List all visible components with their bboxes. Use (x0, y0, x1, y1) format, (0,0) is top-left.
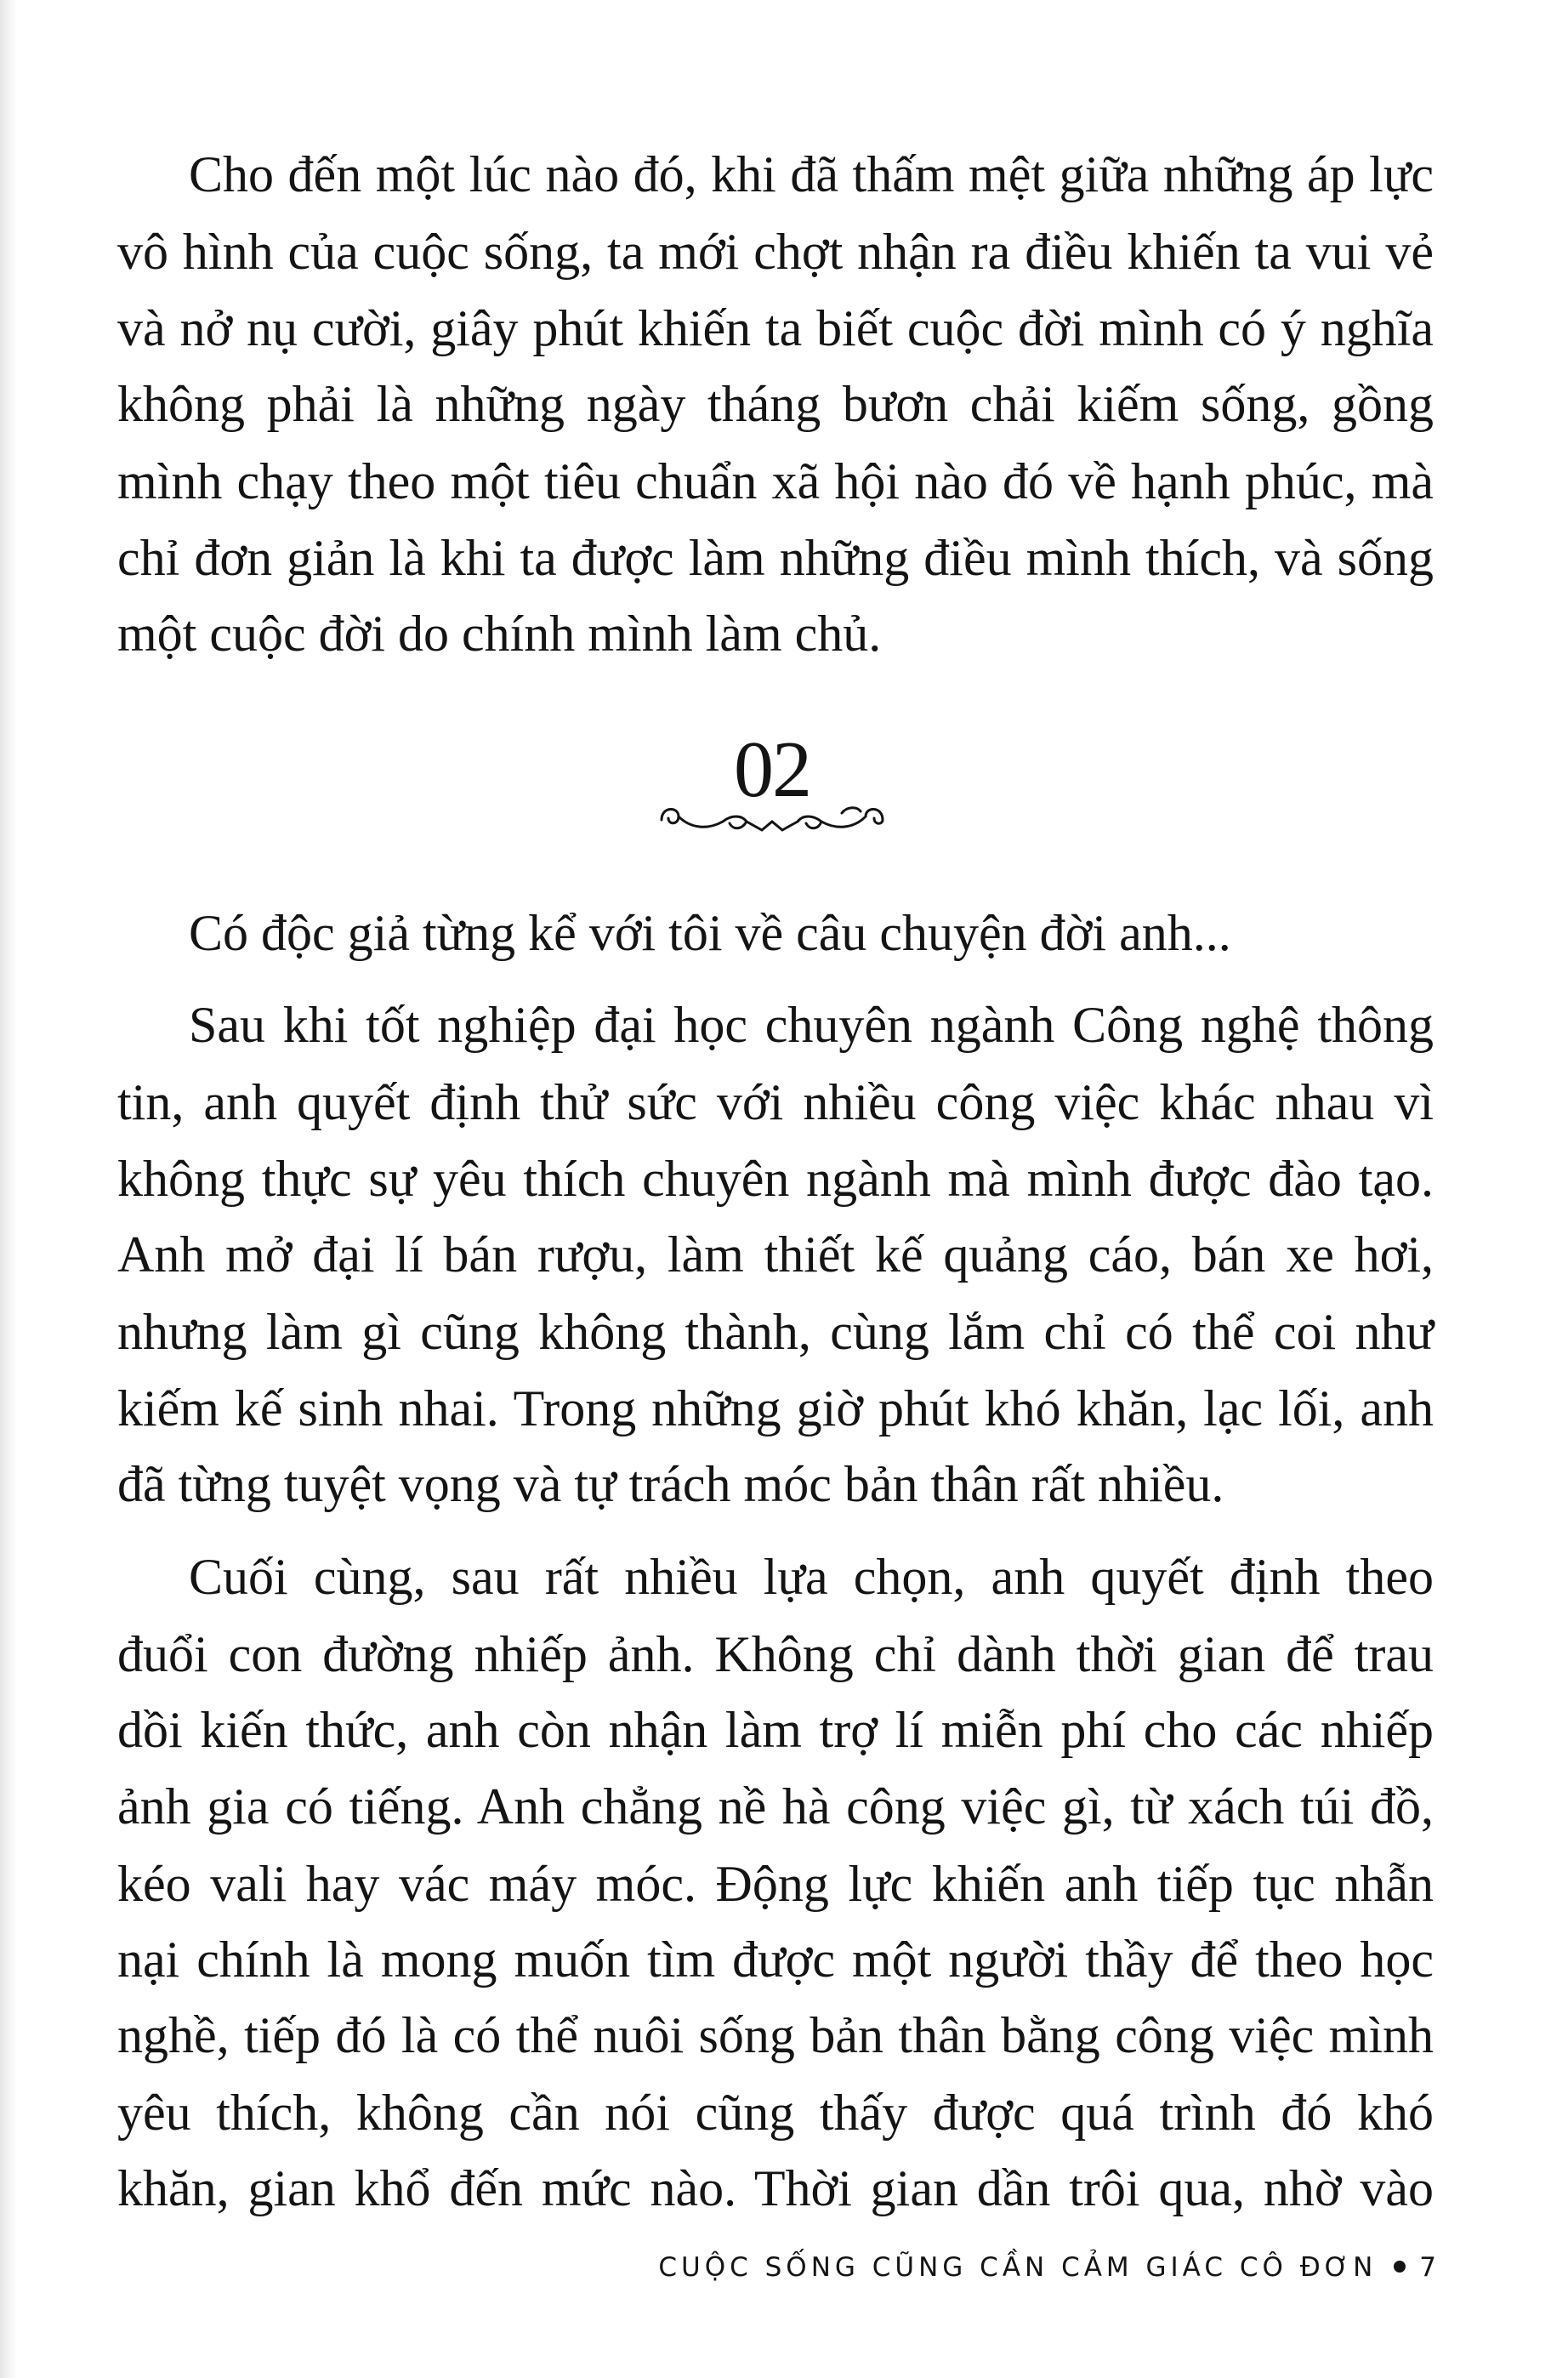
body-line: khăn, gian khổ đến mức nào. Thời gian dần trôi qua, nhờ vào (117, 2160, 1434, 2216)
section-number: 02 (734, 725, 810, 814)
body-line: mình chạy theo một tiêu chuẩn xã hội nào đó về hạnh phúc, mà (117, 453, 1434, 509)
body-line: đuổi con đường nhiếp ảnh. Không chỉ dành thời gian để trau (117, 1626, 1434, 1682)
body-line: dồi kiến thức, anh còn nhận làm trợ lí miễn phí cho các nhiếp (117, 1702, 1434, 1758)
running-footer (658, 2250, 1440, 2284)
body-line: Có độc giả từng kể với tôi về câu chuyện đời anh... (189, 905, 1231, 961)
body-line: chỉ đơn giản là khi ta được làm những điều mình thích, và sống (117, 530, 1434, 586)
body-line: yêu thích, không cần nói cũng thấy được quá trình đó khó (117, 2085, 1434, 2141)
body-line: Cho đến một lúc nào đó, khi đã thấm mệt giữa những áp lực (189, 146, 1434, 202)
body-line: nhưng làm gì cũng không thành, cùng lắm chỉ có thể coi như (117, 1304, 1434, 1360)
body-line: Cuối cùng, sau rất nhiều lựa chọn, anh quyết định theo (189, 1549, 1434, 1605)
body-line: đã từng tuyệt vọng và tự trách móc bản thân rất nhiều. (117, 1456, 1224, 1512)
body-line: tin, anh quyết định thử sức với nhiều công việc khác nhau vì (117, 1074, 1434, 1130)
body-line: kéo vali hay vác máy móc. Động lực khiến anh tiếp tục nhẫn (117, 1856, 1434, 1912)
body-line: kiếm kế sinh nhai. Trong những giờ phút khó khăn, lạc lối, anh (117, 1380, 1434, 1436)
body-line: vô hình của cuộc sống, ta mới chợt nhận ra điều khiến ta vui vẻ (117, 224, 1434, 280)
body-line: ảnh gia có tiếng. Anh chẳng nề hà công việc gì, từ xách túi đồ, (117, 1778, 1434, 1835)
bullet-icon (1394, 2261, 1406, 2273)
body-line: không thực sự yêu thích chuyên ngành mà mình được đào tạo. (117, 1151, 1434, 1207)
body-line: Sau khi tốt nghiệp đại học chuyên ngành Công nghệ thông (189, 997, 1434, 1053)
body-line: không phải là những ngày tháng bươn chải kiếm sống, gồng (117, 376, 1434, 432)
page-number: 7 (1419, 2252, 1440, 2283)
body-line: và nở nụ cười, giây phút khiến ta biết cuộc đời mình có ý nghĩa (117, 300, 1434, 356)
book-title: CUỘC SỐNG CŨNG CẦN CẢM GIÁC CÔ ĐƠN (658, 2252, 1378, 2283)
body-line: nghề, tiếp đó là có thể nuôi sống bản thân bằng công việc mình (117, 2007, 1434, 2063)
body-line: Anh mở đại lí bán rượu, làm thiết kế quảng cáo, bán xe hơi, (117, 1226, 1434, 1283)
page-edge (0, 0, 17, 2378)
body-line: một cuộc đời do chính mình làm chủ. (117, 606, 882, 662)
section-ornament (656, 723, 888, 851)
flourish-icon (656, 796, 888, 847)
body-line: nại chính là mong muốn tìm được một người thầy để theo học (117, 1931, 1434, 1988)
